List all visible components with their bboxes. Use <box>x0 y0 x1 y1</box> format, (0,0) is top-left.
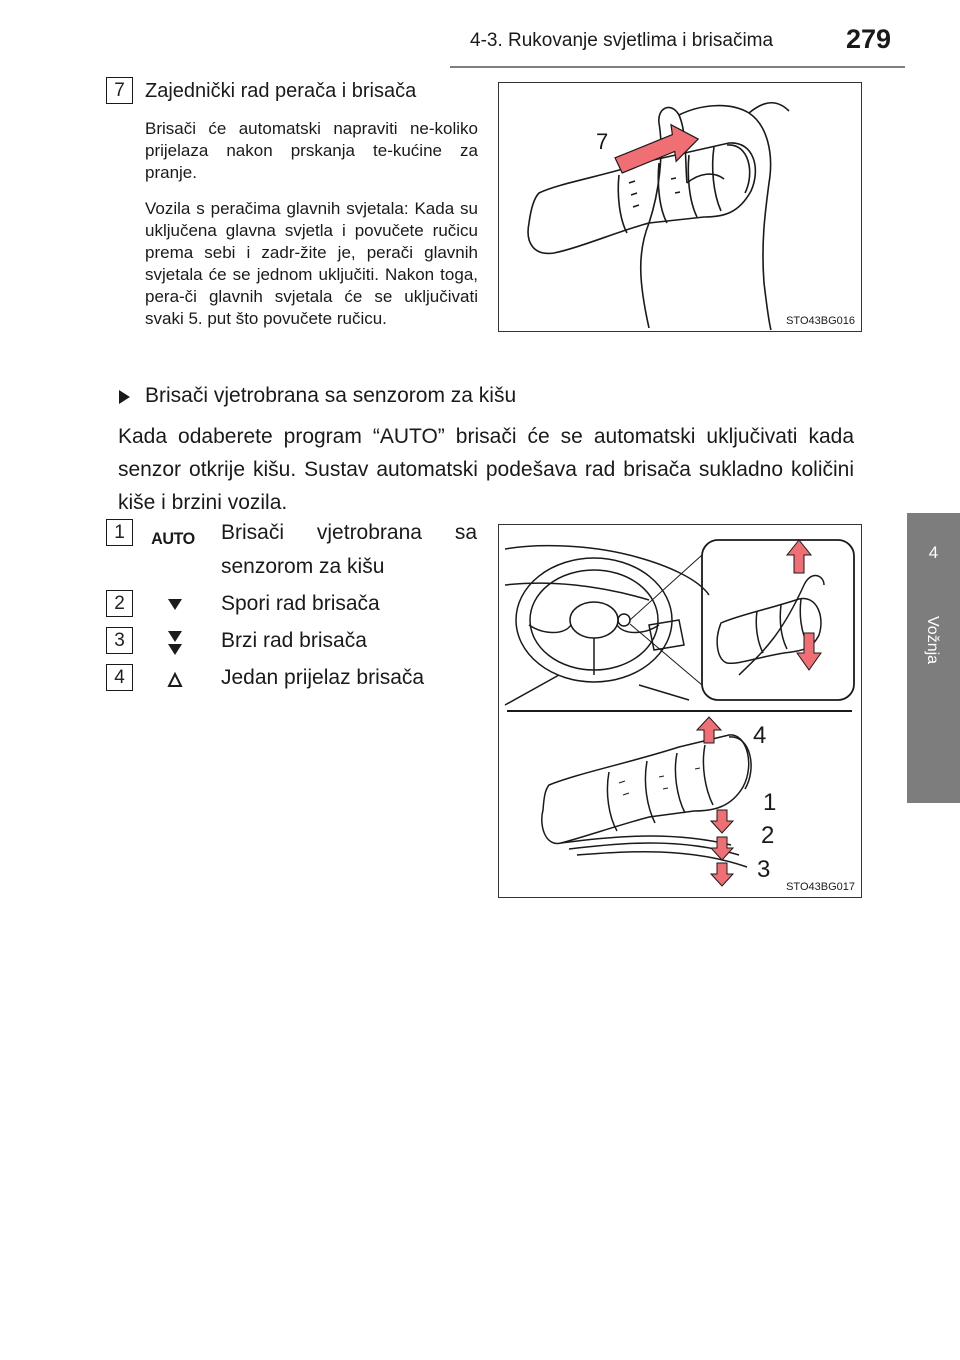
item-label-1-line2: senzorom za kišu <box>221 555 385 578</box>
up-arrow-icon <box>787 540 811 573</box>
fast-arrow-icon <box>711 863 733 886</box>
rain-sensor-figure <box>498 524 862 898</box>
chapter-number: 4 <box>928 543 939 562</box>
single-wipe-arrow-icon <box>697 717 721 743</box>
item-marker-4: 4 <box>106 664 133 691</box>
figure-code: STO43BG016 <box>786 315 855 327</box>
outline-up-triangle-icon <box>167 672 183 688</box>
chapter-tab <box>907 513 960 803</box>
page-number: 279 <box>846 24 892 54</box>
figure-code: STO43BG017 <box>786 881 855 893</box>
subsection-bullet-icon <box>119 390 130 404</box>
running-header-section: 4-3. Rukovanje svjetlima i brisačima <box>470 30 774 51</box>
chapter-title: Vožnja <box>924 616 941 665</box>
figure-callout-7: 7 <box>596 129 609 154</box>
section-marker: 7 <box>106 77 133 104</box>
figure-callout-4: 4 <box>753 722 767 749</box>
lever-pull-illustration <box>499 83 860 330</box>
auto-arrow-icon <box>711 810 733 833</box>
washer-figure <box>498 82 862 332</box>
slow-arrow-icon <box>711 837 733 860</box>
item-marker-3: 3 <box>106 627 133 654</box>
washer-paragraph-1: Brisači će automatski napraviti ne-koliko prijelaza nakon prskanja te-kućine za pranje. <box>145 119 478 182</box>
header-rule <box>450 66 905 68</box>
section-title: Zajednički rad perača i brisača <box>145 80 417 102</box>
wiper-lever-positions-illustration <box>499 525 860 896</box>
rain-sensor-description: Kada odaberete program “AUTO” brisači će se automatski uključivati kada senzor otkrije kišu. Sustav automatski podešava rad brisača sukladno količini kiše i brzini vozila. <box>118 425 854 514</box>
auto-icon: AUTO <box>151 529 195 548</box>
single-down-triangle-icon <box>168 599 182 610</box>
item-label-2: Spori rad brisača <box>221 592 380 615</box>
figure-callout-2: 2 <box>761 822 775 849</box>
item-marker-1: 1 <box>106 519 133 546</box>
item-marker-2: 2 <box>106 590 133 617</box>
item-label-3: Brzi rad brisača <box>221 629 367 652</box>
item-label-4: Jedan prijelaz brisača <box>221 666 425 689</box>
item-label-1-line1: Brisači vjetrobrana sa <box>221 521 477 544</box>
washer-paragraph-2: Vozila s peračima glavnih svjetala: Kada su uključena glavna svjetla i povučete ručicu prema sebi i zadr-žite je, perači glavnih svjetala će se jednom uključiti. Nakon toga, pera-či glavnih svjetala će se uključivati svaki 5. put što povučete ručicu. <box>145 199 478 328</box>
subsection-title: Brisači vjetrobrana sa senzorom za kišu <box>145 384 517 407</box>
figure-callout-3: 3 <box>757 856 771 883</box>
figure-callout-1: 1 <box>763 789 777 816</box>
